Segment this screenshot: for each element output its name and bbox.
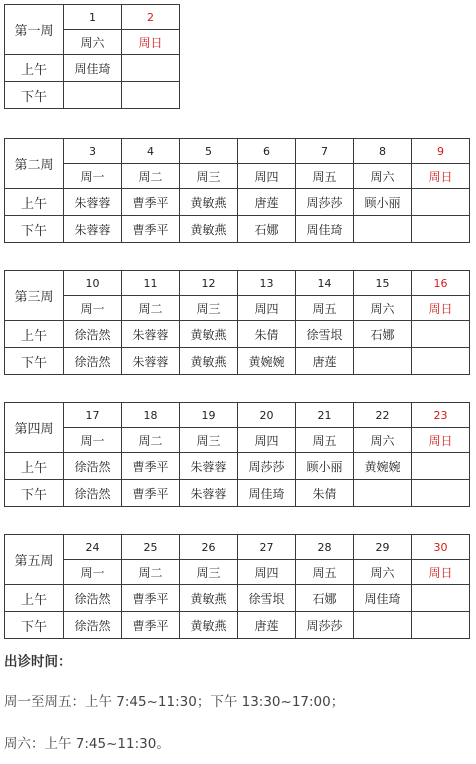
morning-row (5, 55, 180, 82)
doctor-cell (412, 612, 470, 639)
doctor-cell: 唐莲 (296, 348, 354, 375)
weekday-cell-sunday: 周日 (412, 560, 470, 585)
date-cell: 5 (180, 139, 238, 164)
weekday-cell: 周四 (238, 164, 296, 189)
weekday-cell: 周六 (354, 296, 412, 321)
date-cell: 8 (354, 139, 412, 164)
weekday-cell: 周二 (122, 296, 180, 321)
afternoon-row (5, 612, 470, 639)
date-cell: 17 (64, 403, 122, 428)
week-label: 第一周 (5, 5, 64, 55)
weekday-cell: 周一 (64, 428, 122, 453)
saturday-hours: 周六：上午 7:45~11:30。 (4, 736, 170, 752)
weekday-cell: 周四 (238, 296, 296, 321)
weekday-cell-sunday: 周日 (412, 164, 470, 189)
doctor-cell: 唐莲 (238, 612, 296, 639)
afternoon-label: 下午 (5, 612, 64, 639)
weekday-cell: 周二 (122, 164, 180, 189)
doctor-cell: 石娜 (354, 321, 412, 348)
date-cell: 18 (122, 403, 180, 428)
doctor-cell: 朱蓉蓉 (180, 453, 238, 480)
weekday-row (5, 296, 470, 321)
doctor-cell: 黄敏燕 (180, 321, 238, 348)
weekday-cell-sunday: 周日 (412, 296, 470, 321)
doctor-cell (412, 348, 470, 375)
date-row (5, 535, 470, 560)
weekday-cell: 周五 (296, 428, 354, 453)
doctor-cell (412, 480, 470, 507)
weekday-row (5, 164, 470, 189)
weekday-cell: 周五 (296, 164, 354, 189)
date-cell: 14 (296, 271, 354, 296)
afternoon-label: 下午 (5, 348, 64, 375)
doctor-cell (354, 216, 412, 243)
doctor-cell: 徐浩然 (64, 321, 122, 348)
doctor-cell: 徐浩然 (64, 480, 122, 507)
week-5-table (4, 534, 470, 639)
morning-label: 上午 (5, 55, 64, 82)
doctor-cell: 石娜 (296, 585, 354, 612)
week-2-table (4, 138, 470, 243)
morning-label: 上午 (5, 453, 64, 480)
weekday-row (5, 428, 470, 453)
weekday-cell: 周四 (238, 428, 296, 453)
weekday-cell: 周六 (354, 164, 412, 189)
doctor-cell (412, 585, 470, 612)
clinic-hours-title: 出诊时间： (4, 654, 72, 670)
afternoon-row (5, 216, 470, 243)
doctor-cell: 曹季平 (122, 585, 180, 612)
date-cell: 29 (354, 535, 412, 560)
date-row (5, 271, 470, 296)
date-cell: 15 (354, 271, 412, 296)
week-label: 第三周 (5, 271, 64, 321)
doctor-cell: 曹季平 (122, 453, 180, 480)
morning-label: 上午 (5, 585, 64, 612)
week-1-table (4, 4, 180, 109)
doctor-cell (412, 321, 470, 348)
morning-label: 上午 (5, 189, 64, 216)
weekday-cell: 周二 (122, 560, 180, 585)
weekday-cell: 周一 (64, 296, 122, 321)
doctor-cell: 周佳琦 (296, 216, 354, 243)
doctor-cell: 黄敏燕 (180, 216, 238, 243)
afternoon-label: 下午 (5, 216, 64, 243)
clinic-hours-notes (4, 652, 472, 754)
date-cell-sunday: 23 (412, 403, 470, 428)
doctor-cell (122, 82, 180, 109)
doctor-cell: 黄敏燕 (180, 612, 238, 639)
doctor-cell: 周佳琦 (354, 585, 412, 612)
doctor-cell: 朱蓉蓉 (180, 480, 238, 507)
doctor-cell: 黄敏燕 (180, 189, 238, 216)
doctor-cell: 顾小丽 (296, 453, 354, 480)
weekday-cell: 周五 (296, 296, 354, 321)
week-label: 第四周 (5, 403, 64, 453)
doctor-cell (354, 480, 412, 507)
date-cell: 26 (180, 535, 238, 560)
date-cell: 1 (64, 5, 122, 30)
date-cell: 6 (238, 139, 296, 164)
date-cell: 12 (180, 271, 238, 296)
doctor-cell: 徐浩然 (64, 453, 122, 480)
weekday-cell: 周三 (180, 296, 238, 321)
morning-row (5, 453, 470, 480)
doctor-cell: 黄婉婉 (354, 453, 412, 480)
doctor-cell (354, 348, 412, 375)
date-cell: 24 (64, 535, 122, 560)
doctor-cell: 曹季平 (122, 612, 180, 639)
weekday-row (5, 560, 470, 585)
weekday-cell: 周六 (64, 30, 122, 55)
doctor-cell: 黄敏燕 (180, 348, 238, 375)
weekday-cell: 周三 (180, 428, 238, 453)
doctor-cell: 朱倩 (238, 321, 296, 348)
date-cell: 28 (296, 535, 354, 560)
doctor-cell (64, 82, 122, 109)
date-row (5, 403, 470, 428)
doctor-cell: 朱蓉蓉 (64, 216, 122, 243)
doctor-cell (354, 612, 412, 639)
afternoon-label: 下午 (5, 480, 64, 507)
doctor-cell: 徐雪垠 (238, 585, 296, 612)
date-cell: 25 (122, 535, 180, 560)
weekday-cell: 周三 (180, 164, 238, 189)
doctor-cell: 周莎莎 (296, 189, 354, 216)
doctor-cell: 徐雪垠 (296, 321, 354, 348)
date-cell-sunday: 16 (412, 271, 470, 296)
date-row (5, 5, 180, 30)
doctor-cell: 朱倩 (296, 480, 354, 507)
morning-row (5, 321, 470, 348)
doctor-cell: 曹季平 (122, 189, 180, 216)
weekday-cell: 周六 (354, 560, 412, 585)
weekday-cell: 周四 (238, 560, 296, 585)
weekday-cell: 周一 (64, 560, 122, 585)
date-cell: 22 (354, 403, 412, 428)
morning-label: 上午 (5, 321, 64, 348)
date-cell: 3 (64, 139, 122, 164)
doctor-cell: 黄敏燕 (180, 585, 238, 612)
date-cell: 20 (238, 403, 296, 428)
doctor-cell: 石娜 (238, 216, 296, 243)
doctor-cell: 徐浩然 (64, 585, 122, 612)
morning-row (5, 189, 470, 216)
doctor-cell: 周莎莎 (296, 612, 354, 639)
weekday-cell: 周一 (64, 164, 122, 189)
date-cell-sunday: 30 (412, 535, 470, 560)
doctor-cell: 黄婉婉 (238, 348, 296, 375)
doctor-cell: 徐浩然 (64, 348, 122, 375)
weekday-hours: 周一至周五：上午 7:45~11:30；下午 13:30~17:00； (4, 694, 345, 710)
weekday-cell: 周二 (122, 428, 180, 453)
weekday-cell-sunday: 周日 (412, 428, 470, 453)
doctor-cell: 唐莲 (238, 189, 296, 216)
doctor-cell: 曹季平 (122, 216, 180, 243)
afternoon-row (5, 480, 470, 507)
date-cell: 10 (64, 271, 122, 296)
week-3-table (4, 270, 470, 375)
weekday-cell: 周三 (180, 560, 238, 585)
doctor-cell: 朱蓉蓉 (122, 321, 180, 348)
doctor-cell: 周佳琦 (64, 55, 122, 82)
date-cell: 7 (296, 139, 354, 164)
afternoon-label: 下午 (5, 82, 64, 109)
date-cell-sunday: 9 (412, 139, 470, 164)
doctor-cell: 周莎莎 (238, 453, 296, 480)
doctor-cell: 朱蓉蓉 (64, 189, 122, 216)
date-cell: 11 (122, 271, 180, 296)
doctor-cell: 朱蓉蓉 (122, 348, 180, 375)
afternoon-row (5, 348, 470, 375)
date-cell: 27 (238, 535, 296, 560)
doctor-cell: 曹季平 (122, 480, 180, 507)
week-label: 第五周 (5, 535, 64, 585)
doctor-cell (412, 216, 470, 243)
date-cell: 13 (238, 271, 296, 296)
weekday-cell: 周六 (354, 428, 412, 453)
date-cell: 21 (296, 403, 354, 428)
week-4-table (4, 402, 470, 507)
morning-row (5, 585, 470, 612)
weekday-cell-sunday: 周日 (122, 30, 180, 55)
date-row (5, 139, 470, 164)
week-label: 第二周 (5, 139, 64, 189)
date-cell: 19 (180, 403, 238, 428)
date-cell-sunday: 2 (122, 5, 180, 30)
doctor-cell: 顾小丽 (354, 189, 412, 216)
date-cell: 4 (122, 139, 180, 164)
weekday-cell: 周五 (296, 560, 354, 585)
doctor-cell (412, 189, 470, 216)
doctor-cell (122, 55, 180, 82)
doctor-cell: 徐浩然 (64, 612, 122, 639)
doctor-cell: 周佳琦 (238, 480, 296, 507)
afternoon-row (5, 82, 180, 109)
doctor-cell (412, 453, 470, 480)
